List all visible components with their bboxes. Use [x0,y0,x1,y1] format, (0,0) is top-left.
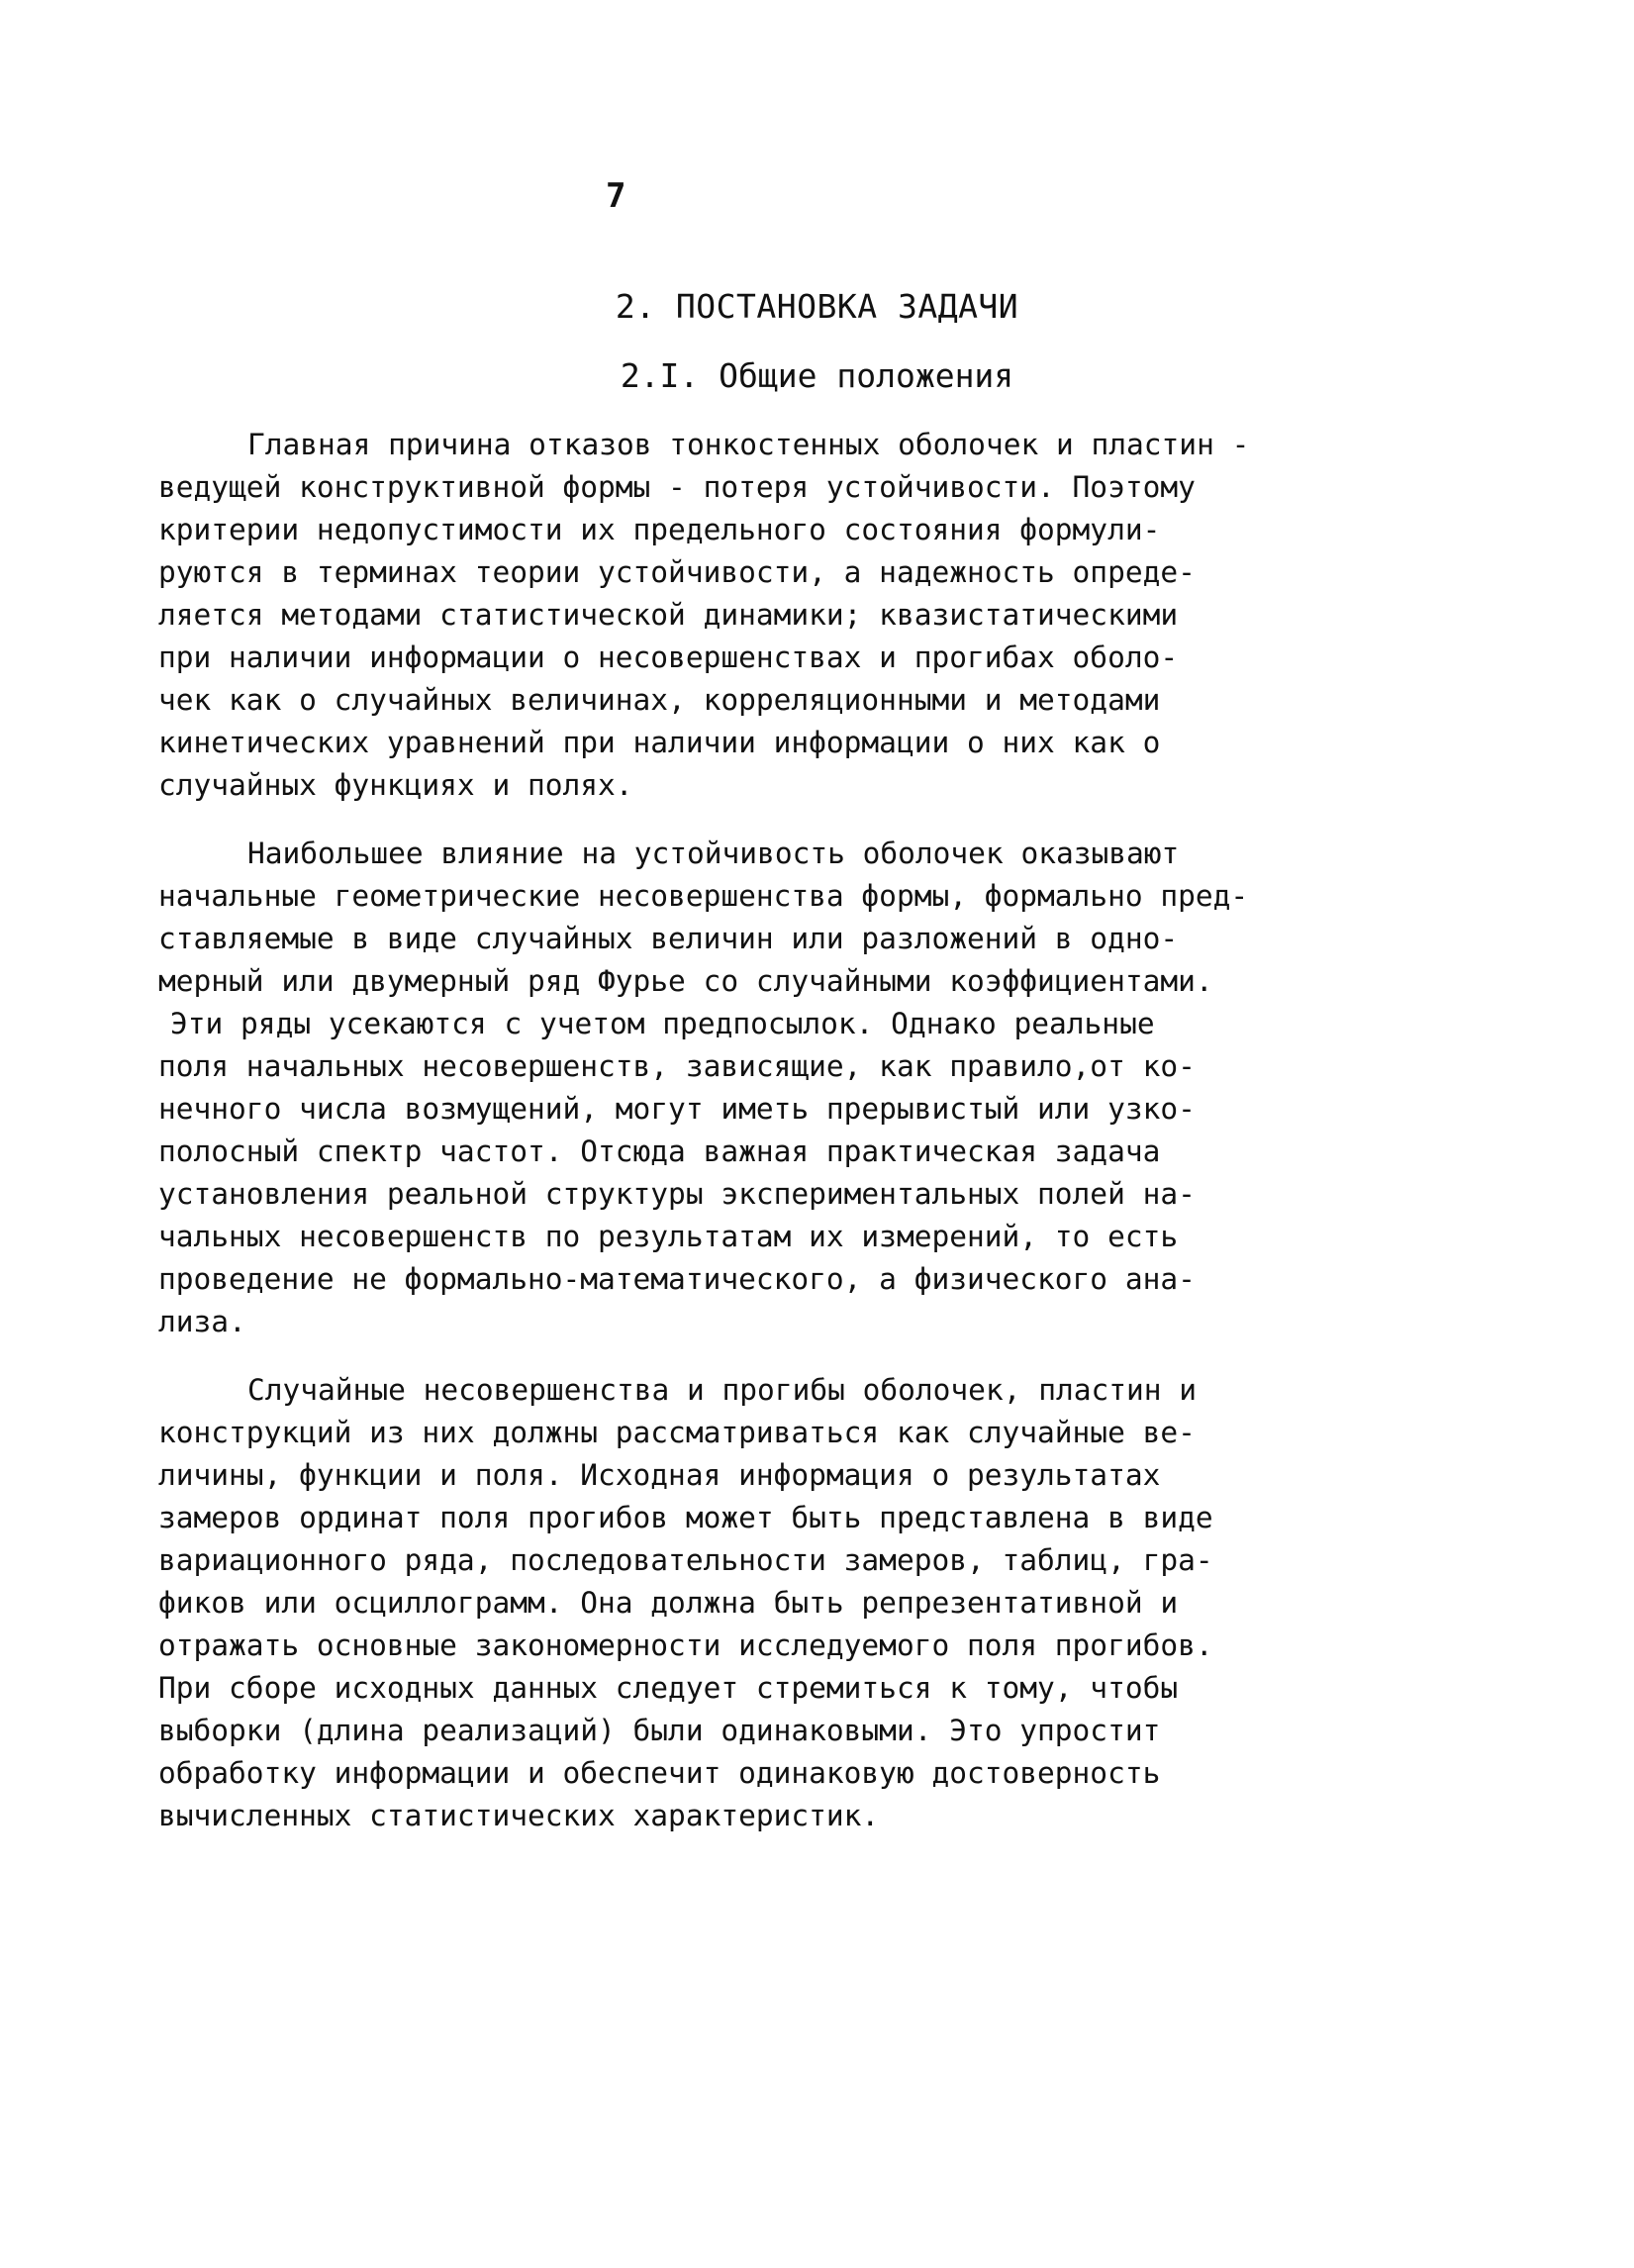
text-line: Наибольшее влияние на устойчивость оболочек оказывают [247,837,1180,870]
text-line: начальные геометрические несовершенства формы, формально пред- [158,879,1249,913]
text-line: чальных несовершенств по результатам их измерений, то есть [158,1220,1179,1253]
text-line: Эти ряды усекаются с учетом предпосылок. Однако реальные [170,1007,1155,1040]
paragraph-3 [158,1369,1247,1837]
paragraph-1 [158,424,1250,807]
text-line: отражать основные закономерности исследуемого поля прогибов. [158,1628,1213,1662]
text-line: конструкций из них должны рассматриваться как случайные ве- [158,1416,1196,1449]
paragraph-2 [158,833,1247,1343]
page-number: 7 [606,176,626,216]
text-line: мерный или двумерный ряд Фурье со случайными коэффициентами. [158,964,1213,998]
text-line: вариационного ряда, последовательности замеров, таблиц, гра- [158,1543,1213,1577]
text-line: руются в терминах теории устойчивости, а надежность опреде- [158,555,1196,589]
text-line: критерии недопустимости их предельного состояния формули- [158,513,1161,546]
text-line: замеров ординат поля прогибов может быть представлена в виде [158,1501,1213,1534]
section-title: 2.I. Общие положения [620,356,1014,395]
text-line: лиза. [158,1305,246,1338]
text-line: фиков или осциллограмм. Она должна быть репрезентативной и [158,1586,1179,1620]
text-line: кинетических уравнений при наличии информации о них как о [158,726,1161,759]
text-line: вычисленных статистических характеристик. [158,1799,880,1832]
text-line: поля начальных несовершенств, зависящие, как правило,от ко- [158,1049,1196,1083]
text-line: ведущей конструктивной формы - потеря устойчивости. Поэтому [158,470,1196,504]
chapter-title: 2. ПОСТАНОВКА ЗАДАЧИ [615,287,1019,326]
text-line: Случайные несовершенства и прогибы оболочек, пластин и [247,1373,1198,1407]
text-line: полосный спектр частот. Отсюда важная практическая задача [158,1134,1161,1168]
text-line: установления реальной структуры экспериментальных полей на- [158,1177,1196,1211]
text-line: личины, функции и поля. Исходная информация о результатах [158,1458,1161,1492]
text-line: ставляемые в виде случайных величин или разложений в одно- [158,922,1179,955]
text-line: Главная причина отказов тонкостенных оболочек и пластин - [247,428,1250,461]
body-text [158,424,1250,1863]
text-line: случайных функциях и полях. [158,768,633,802]
text-line: выборки (длина реализаций) были одинаковыми. Это упростит [158,1714,1161,1747]
text-line: чек как о случайных величинах, корреляционными и методами [158,683,1161,717]
text-line: нечного числа возмущений, могут иметь прерывистый или узко- [158,1092,1196,1126]
text-line: при наличии информации о несовершенствах и прогибах оболо- [158,641,1179,674]
text-line: обработку информации и обеспечит одинаковую достоверность [158,1756,1161,1790]
text-line: ляется методами статистической динамики; квазистатическими [158,598,1179,632]
text-line: При сборе исходных данных следует стремиться к тому, чтобы [158,1671,1179,1705]
text-line: проведение не формально-математического, а физического ана- [158,1262,1196,1296]
